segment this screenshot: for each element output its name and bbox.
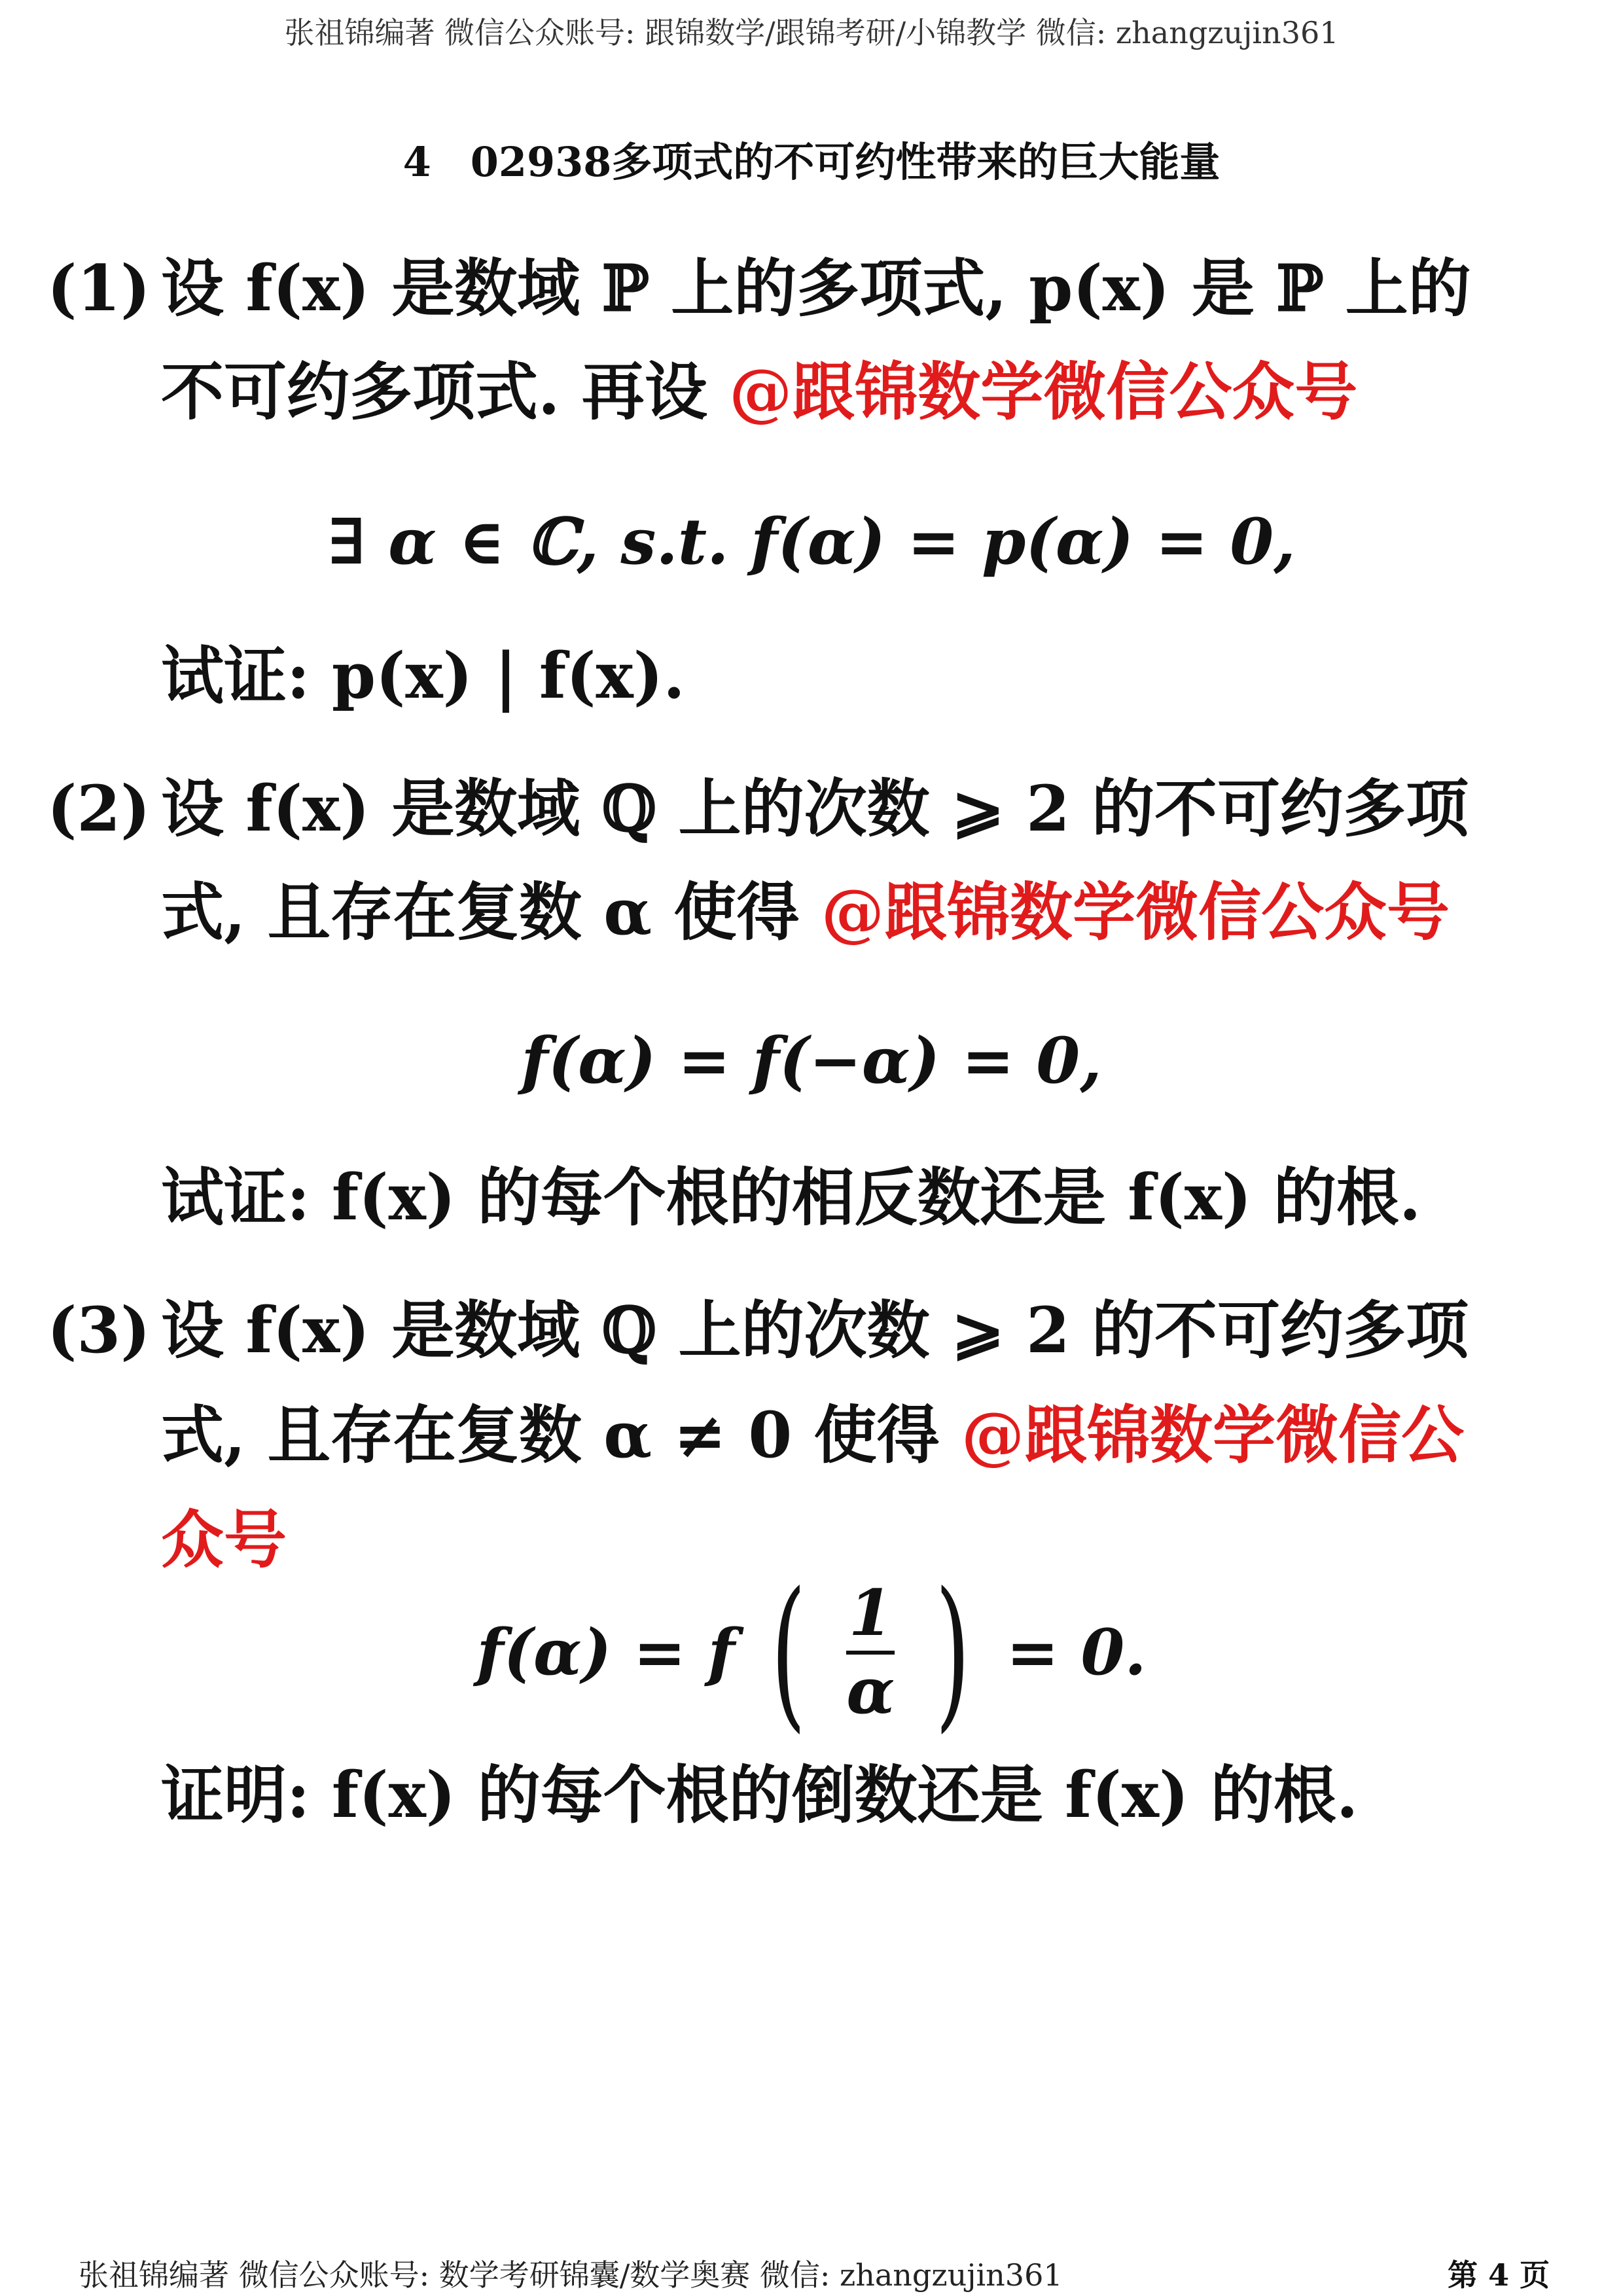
section-title	[0, 130, 1623, 188]
watermark-text: @跟锦数学微信公	[961, 1398, 1465, 1472]
problem-1-line-2: 不可约多项式. 再设	[161, 355, 707, 429]
problem-3-line-1: 设 f(x) 是数域 ℚ 上的次数 ⩾ 2 的不可约多项	[161, 1293, 1469, 1367]
watermark-text: @跟锦数学微信公众号	[729, 355, 1358, 429]
problem-3-line-2: 式, 且存在复数 α ≠ 0 使得	[161, 1398, 940, 1472]
problem-2-prove: 试证: f(x) 的每个根的相反数还是 f(x) 的根.	[161, 1160, 1421, 1234]
problem-1-line-2-group	[161, 355, 1358, 429]
problem-2-formula	[0, 1024, 1623, 1098]
problem-3-formula	[0, 1557, 1623, 1748]
section-number: 4	[402, 138, 431, 186]
problem-1-prove: 试证: p(x) | f(x).	[161, 639, 685, 713]
problem-3-label: (3)	[47, 1293, 151, 1367]
problem-2-line-2: 式, 且存在复数 α 使得	[161, 875, 800, 949]
section-title-text: 02938多项式的不可约性带来的巨大能量	[470, 138, 1221, 186]
page-footer: 张祖锦编著 微信公众账号: 数学考研锦囊/数学奥赛 微信: zhangzujin361	[79, 2257, 1063, 2293]
problem-1-formula	[0, 505, 1623, 579]
problem-1-label: (1)	[47, 251, 151, 325]
left-paren: (	[771, 1557, 806, 1748]
fraction	[846, 1576, 895, 1728]
formula-right: = 0.	[1006, 1615, 1147, 1689]
problem-2-label: (2)	[47, 772, 151, 846]
problem-3-prove: 证明: f(x) 的每个根的倒数还是 f(x) 的根.	[161, 1758, 1359, 1832]
fraction-denominator: α	[846, 1654, 895, 1728]
page-number: 第 4 页	[1447, 2257, 1550, 2293]
problem-2-line-1: 设 f(x) 是数域 ℚ 上的次数 ⩾ 2 的不可约多项	[161, 772, 1469, 846]
page-header: 张祖锦编著 微信公众账号: 跟锦数学/跟锦考研/小锦教学 微信: zhangzujin361	[284, 15, 1339, 50]
formula-text: ∃ α ∈ ℂ, s.t. f(α) = p(α) = 0,	[327, 505, 1296, 579]
problem-2-line-2-group	[161, 875, 1450, 949]
fraction-numerator: 1	[848, 1576, 893, 1651]
formula-left: f(α) = f	[476, 1615, 735, 1689]
problem-3-line-2-group	[161, 1398, 1465, 1472]
watermark-text: @跟锦数学微信公众号	[821, 875, 1450, 949]
problem-1-line-1: 设 f(x) 是数域 ℙ 上的多项式, p(x) 是 ℙ 上的	[161, 251, 1471, 325]
formula-text: f(α) = f(−α) = 0,	[521, 1024, 1102, 1098]
watermark-continuation: 众号	[161, 1503, 287, 1577]
right-paren: )	[935, 1557, 971, 1748]
